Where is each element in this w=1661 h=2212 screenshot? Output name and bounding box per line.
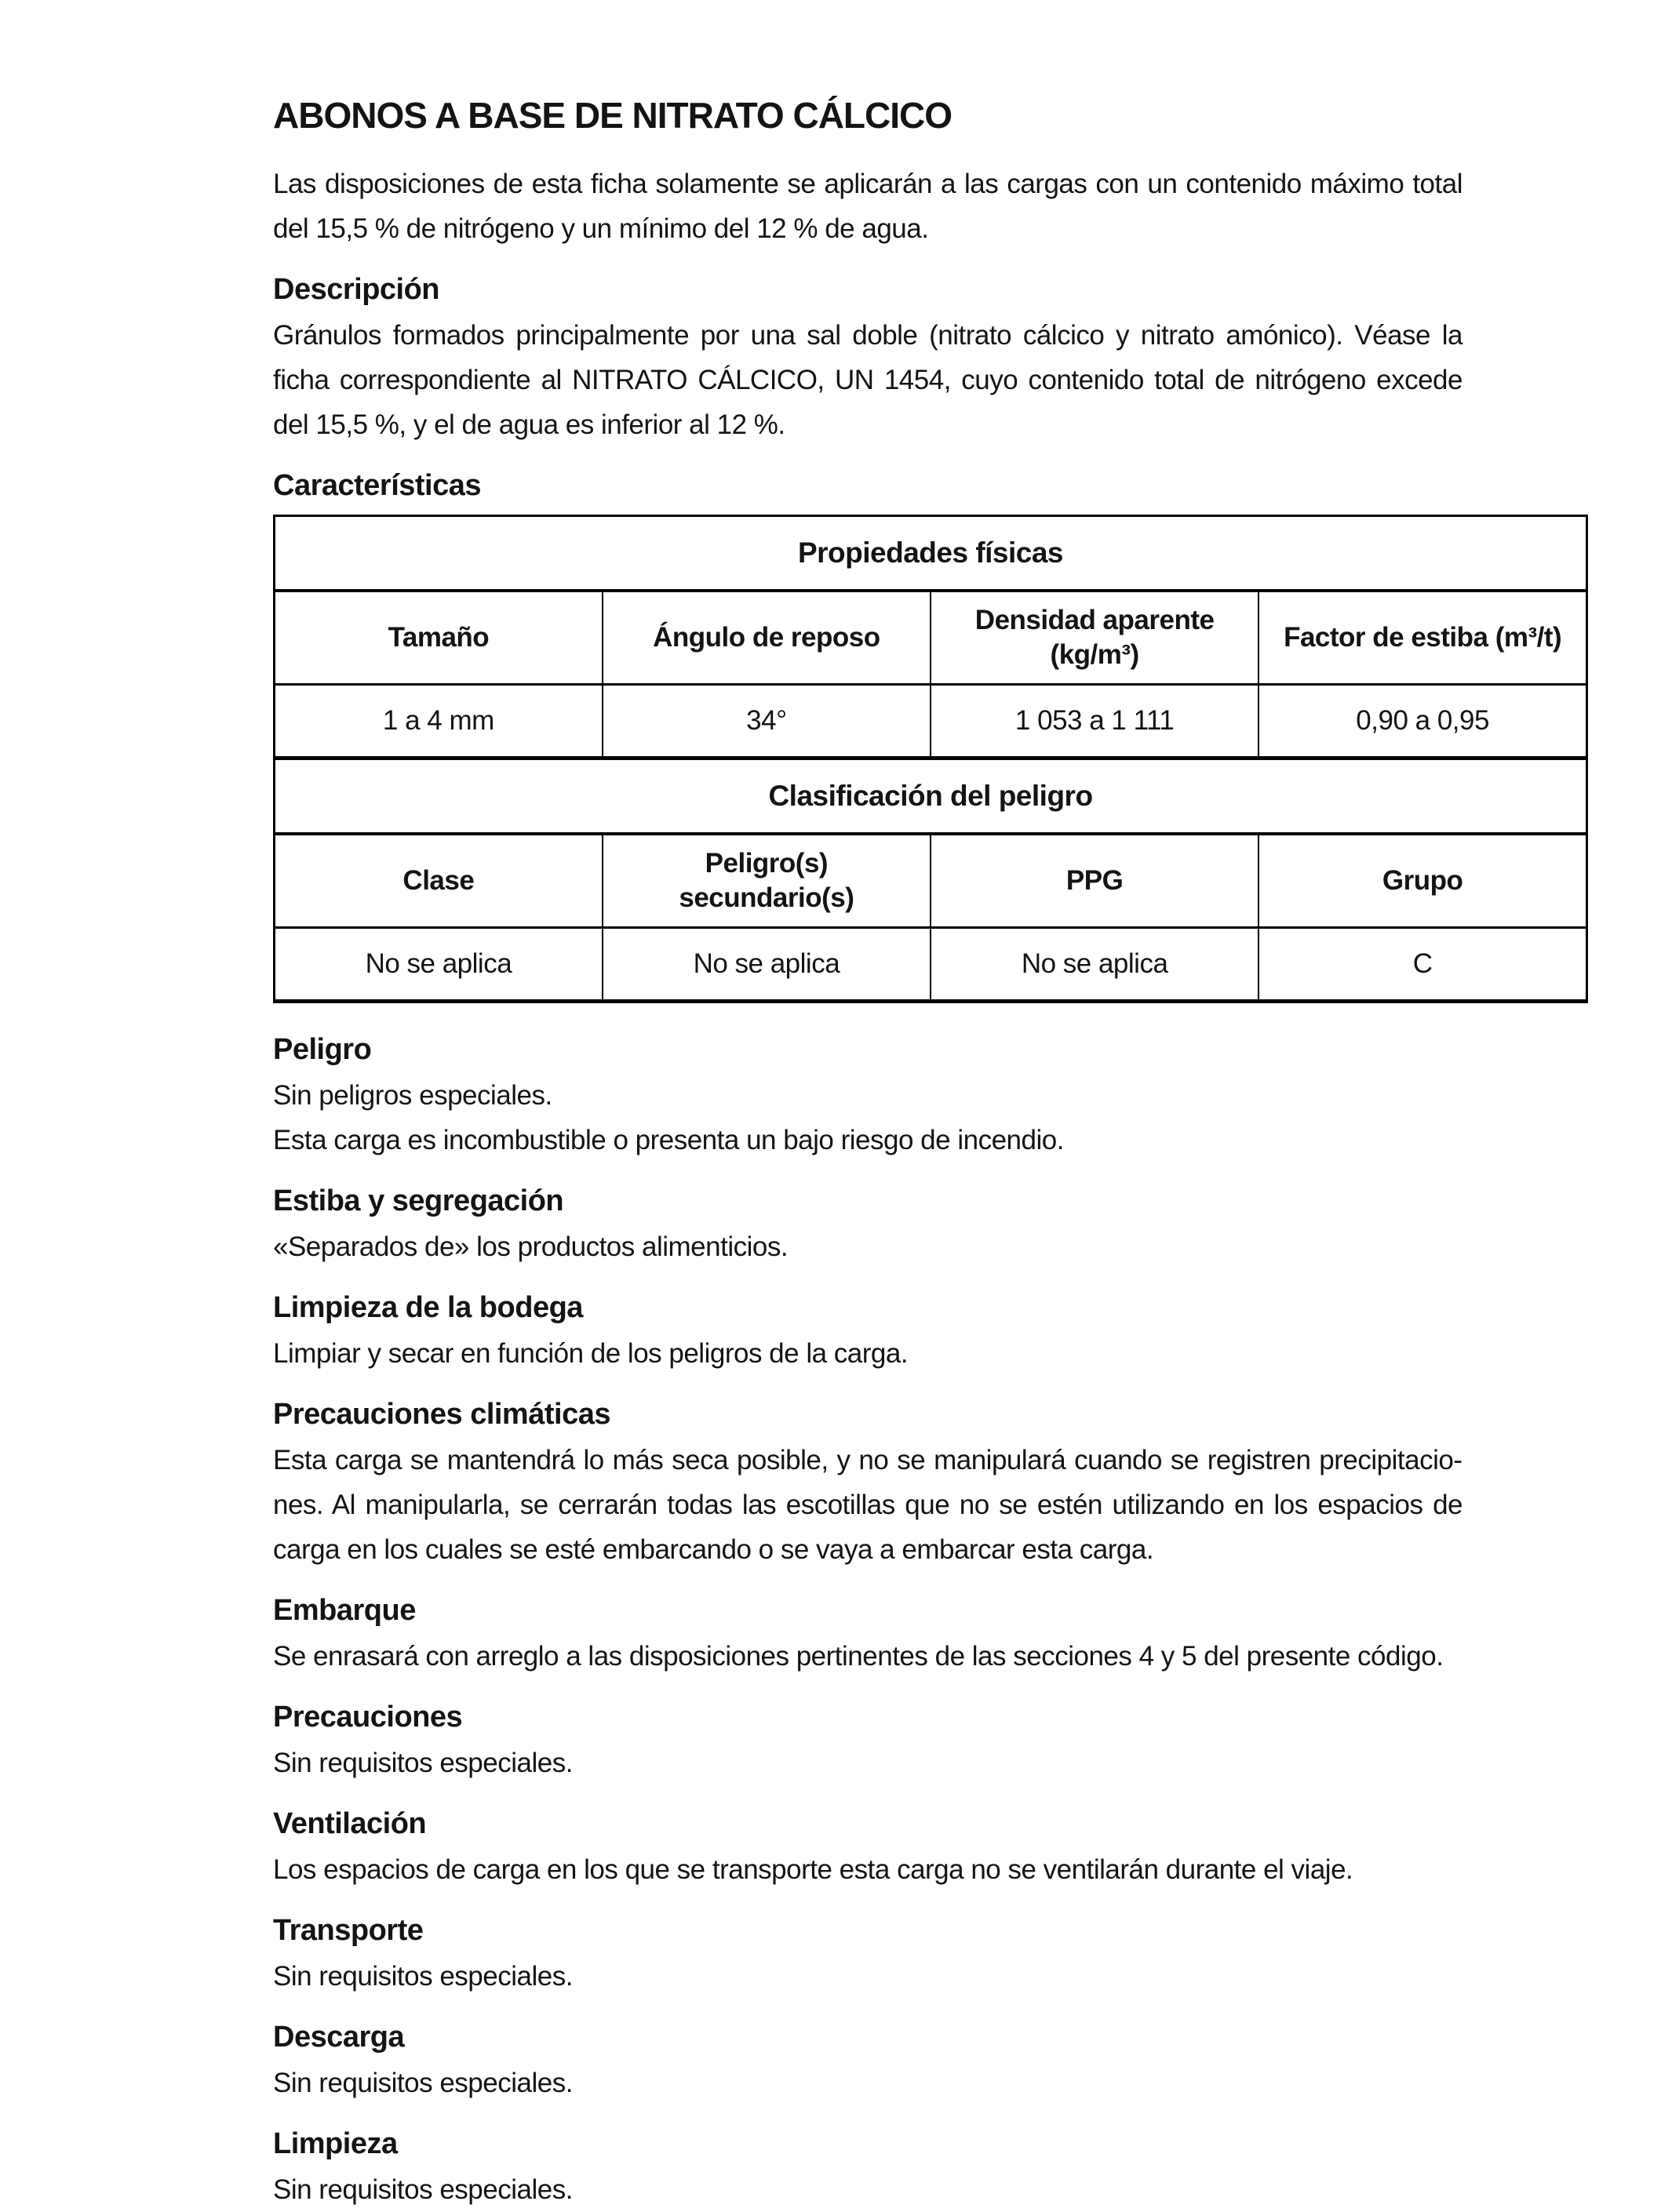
header-densidad-aparente: Densidad aparente (kg/m³) (931, 591, 1258, 685)
table-value-row-physical (275, 685, 1587, 759)
section-precauciones (273, 1699, 1462, 1785)
section-limpieza-de-la-bodega (273, 1290, 1462, 1376)
characteristics-table (273, 515, 1588, 1003)
section-precauciones-climaticas (273, 1396, 1462, 1572)
table-caption-row-physical (275, 516, 1587, 591)
heading-transporte: Transporte (273, 1914, 424, 1947)
caption-clasificacion-peligro: Clasificación del peligro (275, 759, 1587, 835)
caption-propiedades-fisicas: Propiedades físicas (275, 516, 1587, 591)
value-factor-de-estiba: 0,90 a 0,95 (1258, 685, 1586, 759)
heading-embarque: Embarque (273, 1594, 416, 1627)
heading-estiba-y-segregacion: Estiba y segregación (273, 1184, 564, 1217)
heading-precauciones: Precauciones (273, 1701, 463, 1734)
limpieza-bodega-paragraph: Limpiar y secar en función de los peligros de la carga. (273, 1338, 909, 1369)
transporte-paragraph: Sin requisitos especiales. (273, 1961, 573, 1992)
section-peligro (273, 1031, 1462, 1162)
heading-descripcion: Descripción (273, 273, 440, 306)
heading-precauciones-climaticas: Precauciones climáticas (273, 1398, 610, 1431)
table-value-row-hazard (275, 928, 1587, 1002)
table-header-row-hazard (275, 834, 1587, 928)
descripcion-paragraph: Gránulos formados principalmente por una sal doble (nitrato cálcico y nitrato amónico). Véase la ficha correspondiente al NITRATO CÁLCICO, UN 1454, cuyo contenido total de nitrógeno excede del 15,5 %, y el de agua es inferior al 12 %. (273, 320, 1462, 440)
section-estiba-y-segregacion (273, 1183, 1462, 1269)
table-header-row-physical (275, 591, 1587, 685)
value-angulo-de-reposo: 34° (603, 685, 931, 759)
page-title: ABONOS A BASE DE NITRATO CÁLCICO (273, 95, 953, 136)
precauciones-paragraph: Sin requisitos especiales. (273, 1748, 573, 1778)
heading-limpieza-de-la-bodega: Limpieza de la bodega (273, 1291, 583, 1324)
precauciones-climaticas-paragraph: Esta carga se mantendrá lo más seca posible, y no se manipulará cuando se registren precipitaciones. Al manipularla, se cerrarán todas las escotillas que no se estén utilizando en los espacios de carga en los cuales se esté embarcando o se vaya a embarcar esta carga. (273, 1445, 1462, 1565)
table-caption-row-hazard (275, 759, 1587, 835)
header-tamano: Tamaño (275, 591, 603, 685)
limpieza-paragraph: Sin requisitos especiales. (273, 2174, 573, 2205)
heading-peligro: Peligro (273, 1033, 372, 1066)
header-factor-de-estiba: Factor de estiba (m³/t) (1258, 591, 1586, 685)
header-angulo-de-reposo: Ángulo de reposo (603, 591, 931, 685)
header-grupo: Grupo (1258, 834, 1586, 928)
heading-caracteristicas: Características (273, 469, 482, 502)
value-clase: No se aplica (275, 928, 603, 1002)
descarga-paragraph: Sin requisitos especiales. (273, 2068, 573, 2098)
value-grupo: C (1258, 928, 1586, 1002)
value-ppg: No se aplica (931, 928, 1258, 1002)
section-descarga (273, 2019, 1462, 2105)
header-ppg: PPG (931, 834, 1258, 928)
embarque-paragraph: Se enrasará con arreglo a las disposiciones pertinentes de las secciones 4 y 5 del presente código. (273, 1641, 1444, 1672)
section-embarque (273, 1592, 1462, 1679)
sections-column (273, 1031, 1462, 2212)
text-column (273, 96, 1462, 504)
value-densidad-aparente: 1 053 a 1 111 (931, 685, 1258, 759)
heading-ventilacion: Ventilación (273, 1807, 427, 1840)
section-limpieza (273, 2126, 1462, 2212)
intro-paragraph: Las disposiciones de esta ficha solamente se aplicarán a las cargas con un contenido máximo total del 15,5 % de nitrógeno y un mínimo del 12 % de agua. (273, 169, 1462, 244)
value-tamano: 1 a 4 mm (275, 685, 603, 759)
header-peligro-secundario: Peligro(s) secundario(s) (603, 834, 931, 928)
heading-descarga: Descarga (273, 2021, 405, 2054)
heading-limpieza: Limpieza (273, 2127, 398, 2160)
section-transporte (273, 1912, 1462, 1999)
peligro-paragraph-1: Sin peligros especiales. (273, 1080, 552, 1111)
section-ventilacion (273, 1806, 1462, 1892)
header-clase: Clase (275, 834, 603, 928)
peligro-paragraph-2: Esta carga es incombustible o presenta un bajo riesgo de incendio. (273, 1125, 1064, 1155)
value-peligro-secundario: No se aplica (603, 928, 931, 1002)
ventilacion-paragraph: Los espacios de carga en los que se transporte esta carga no se ventilarán durante el viaje. (273, 1854, 1353, 1885)
estiba-paragraph: «Separados de» los productos alimenticios. (273, 1232, 789, 1262)
